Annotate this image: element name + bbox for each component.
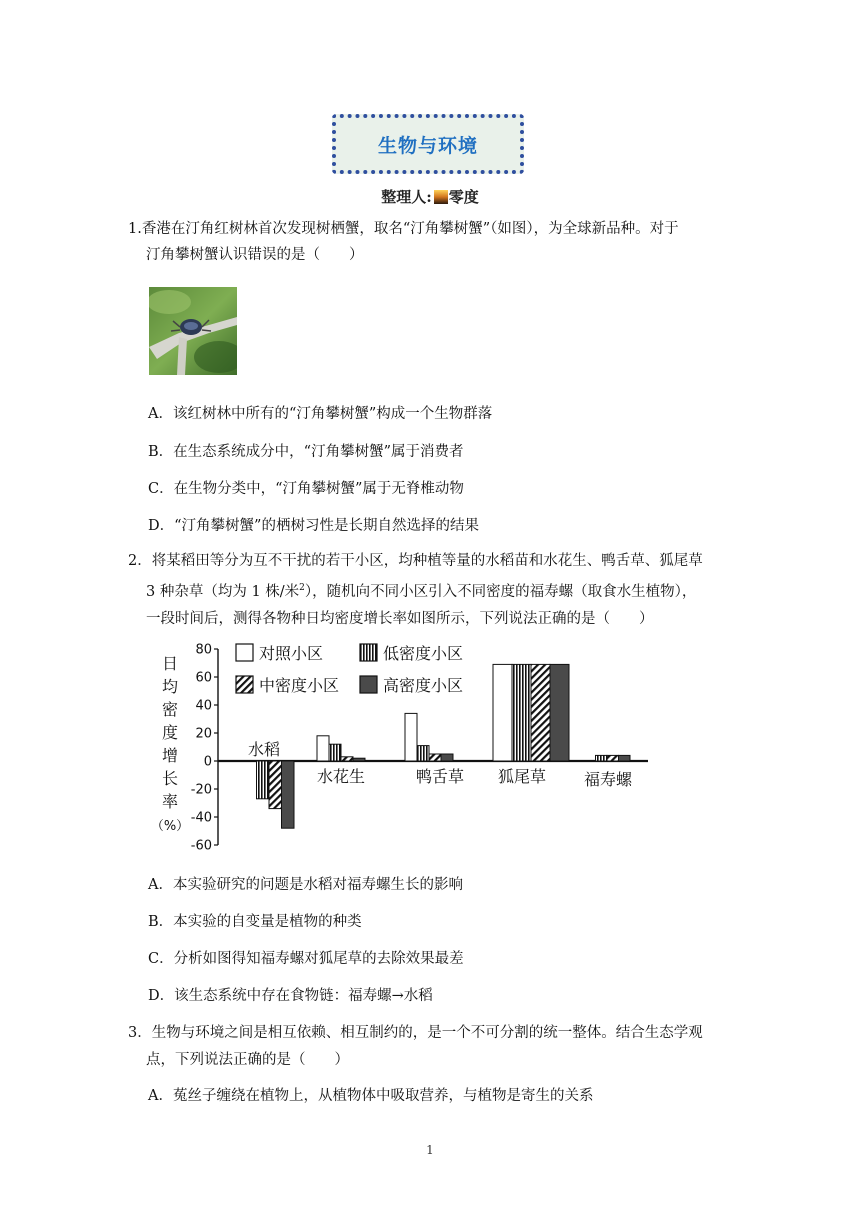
q1-option-a: A．该红树林中所有的“汀角攀树蟹”构成一个生物群落 xyxy=(148,406,493,422)
q2-stem-line1: 2．将某稻田等分为互不干扰的若干小区，均种植等量的水稻苗和水花生、鸭舌草、狐尾草 xyxy=(128,553,703,569)
legend-label: 高密度小区 xyxy=(383,676,464,695)
bar-3-1 xyxy=(512,664,531,761)
y-tick-label: -20 xyxy=(190,782,212,798)
y-axis-label-char: 日 xyxy=(161,654,179,673)
author-name: 零度 xyxy=(448,188,479,206)
author-line xyxy=(0,186,860,207)
q3-stem-line2: 点，下列说法正确的是（ ） xyxy=(146,1052,349,1068)
q1-option-b: B．在生态系统成分中，“汀角攀树蟹”属于消费者 xyxy=(148,444,464,460)
bar-1-2 xyxy=(341,757,353,761)
chart-svg xyxy=(150,634,670,854)
y-axis-label-char: 密 xyxy=(161,700,179,719)
bar-0-3 xyxy=(282,761,295,828)
category-label: 鸭舌草 xyxy=(415,767,465,786)
bar-1-3 xyxy=(353,758,365,761)
y-tick-label: 80 xyxy=(195,642,212,658)
y-axis-label-char: 度 xyxy=(161,723,179,742)
bar-3-3 xyxy=(550,664,569,761)
bar-2-2 xyxy=(429,754,441,761)
y-axis-label-char: 增 xyxy=(161,746,179,765)
question-1-stem xyxy=(128,216,738,268)
crab-photo xyxy=(149,287,237,375)
question-2-stem xyxy=(128,548,738,633)
q2-stem-line2b: ），随机向不同小区引入不同密度的福寿螺（取食水生植物）， xyxy=(304,583,697,600)
q1-stem-line1: 1.香港在汀角红树林首次发现树栖蟹，取名“汀角攀树蟹”（如图），为全球新品种。对于 xyxy=(128,221,679,237)
density-growth-chart xyxy=(150,634,670,854)
q2-stem-sup: 2 xyxy=(299,583,305,593)
legend-label: 对照小区 xyxy=(259,644,324,663)
bar-3-0 xyxy=(493,664,512,761)
q3-stem-line1: 3．生物与环境之间是相互依赖、相互制约的，是一个不可分割的统一整体。结合生态学观 xyxy=(128,1025,703,1041)
legend-swatch xyxy=(360,676,377,693)
author-logo-icon xyxy=(434,190,448,204)
bar-1-1 xyxy=(329,744,341,761)
category-label: 水花生 xyxy=(316,767,366,786)
legend-swatch xyxy=(236,676,253,693)
y-tick-label: 20 xyxy=(195,726,212,742)
q2-stem-line3: 一段时间后，测得各物种日均密度增长率如图所示，下列说法正确的是（ ） xyxy=(146,610,654,627)
y-axis-label-char: 长 xyxy=(161,769,179,788)
category-label: 狐尾草 xyxy=(497,767,547,786)
bar-2-3 xyxy=(441,754,453,761)
y-axis-label-char: 均 xyxy=(161,677,179,696)
y-tick-label: -60 xyxy=(190,838,212,854)
bar-2-1 xyxy=(417,746,429,761)
bar-1-0 xyxy=(317,736,329,761)
category-label: 水稻 xyxy=(247,740,281,759)
y-tick-label: -40 xyxy=(190,810,212,826)
y-axis-label-char: （%） xyxy=(150,819,190,834)
title-box xyxy=(332,114,524,174)
page-title: 生物与环境 xyxy=(377,134,478,157)
y-tick-label: 60 xyxy=(195,670,212,686)
bar-4-1 xyxy=(596,755,608,761)
bar-2-0 xyxy=(405,713,417,761)
q2-stem-line2a: 3 种杂草（均为 1 株/米 xyxy=(146,583,300,600)
q1-option-c: C．在生物分类中，“汀角攀树蟹”属于无脊椎动物 xyxy=(148,481,464,497)
bar-0-1 xyxy=(257,761,270,799)
author-prefix: 整理人: xyxy=(381,188,432,206)
q1-stem-line2: 汀角攀树蟹认识错误的是（ ） xyxy=(146,247,364,263)
q3-option-a: A．菟丝子缠绕在植物上，从植物体中吸取营养，与植物是寄生的关系 xyxy=(148,1088,594,1104)
page-number: 1 xyxy=(426,1143,434,1157)
question-3-stem xyxy=(128,1020,738,1074)
q2-option-c: C．分析如图得知福寿螺对狐尾草的去除效果最差 xyxy=(148,951,464,967)
y-tick-label: 40 xyxy=(195,698,212,714)
q2-option-a: A．本实验研究的问题是水稻对福寿螺生长的影响 xyxy=(148,877,463,893)
y-tick-label: 0 xyxy=(203,754,212,770)
bar-3-2 xyxy=(531,664,550,761)
q2-option-d: D．该生态系统中存在食物链：福寿螺→水稻 xyxy=(148,988,433,1004)
q1-option-d: D．“汀角攀树蟹”的栖树习性是长期自然选择的结果 xyxy=(148,518,479,534)
legend-label: 中密度小区 xyxy=(259,676,340,695)
legend-swatch xyxy=(236,644,253,661)
category-label: 福寿螺 xyxy=(583,770,633,789)
legend-label: 低密度小区 xyxy=(383,644,464,663)
bar-0-2 xyxy=(269,761,282,809)
y-axis-label-char: 率 xyxy=(161,792,179,811)
q2-option-b: B．本实验的自变量是植物的种类 xyxy=(148,914,362,930)
bar-4-3 xyxy=(619,755,631,761)
bar-4-2 xyxy=(607,755,619,761)
legend-swatch xyxy=(360,644,377,661)
